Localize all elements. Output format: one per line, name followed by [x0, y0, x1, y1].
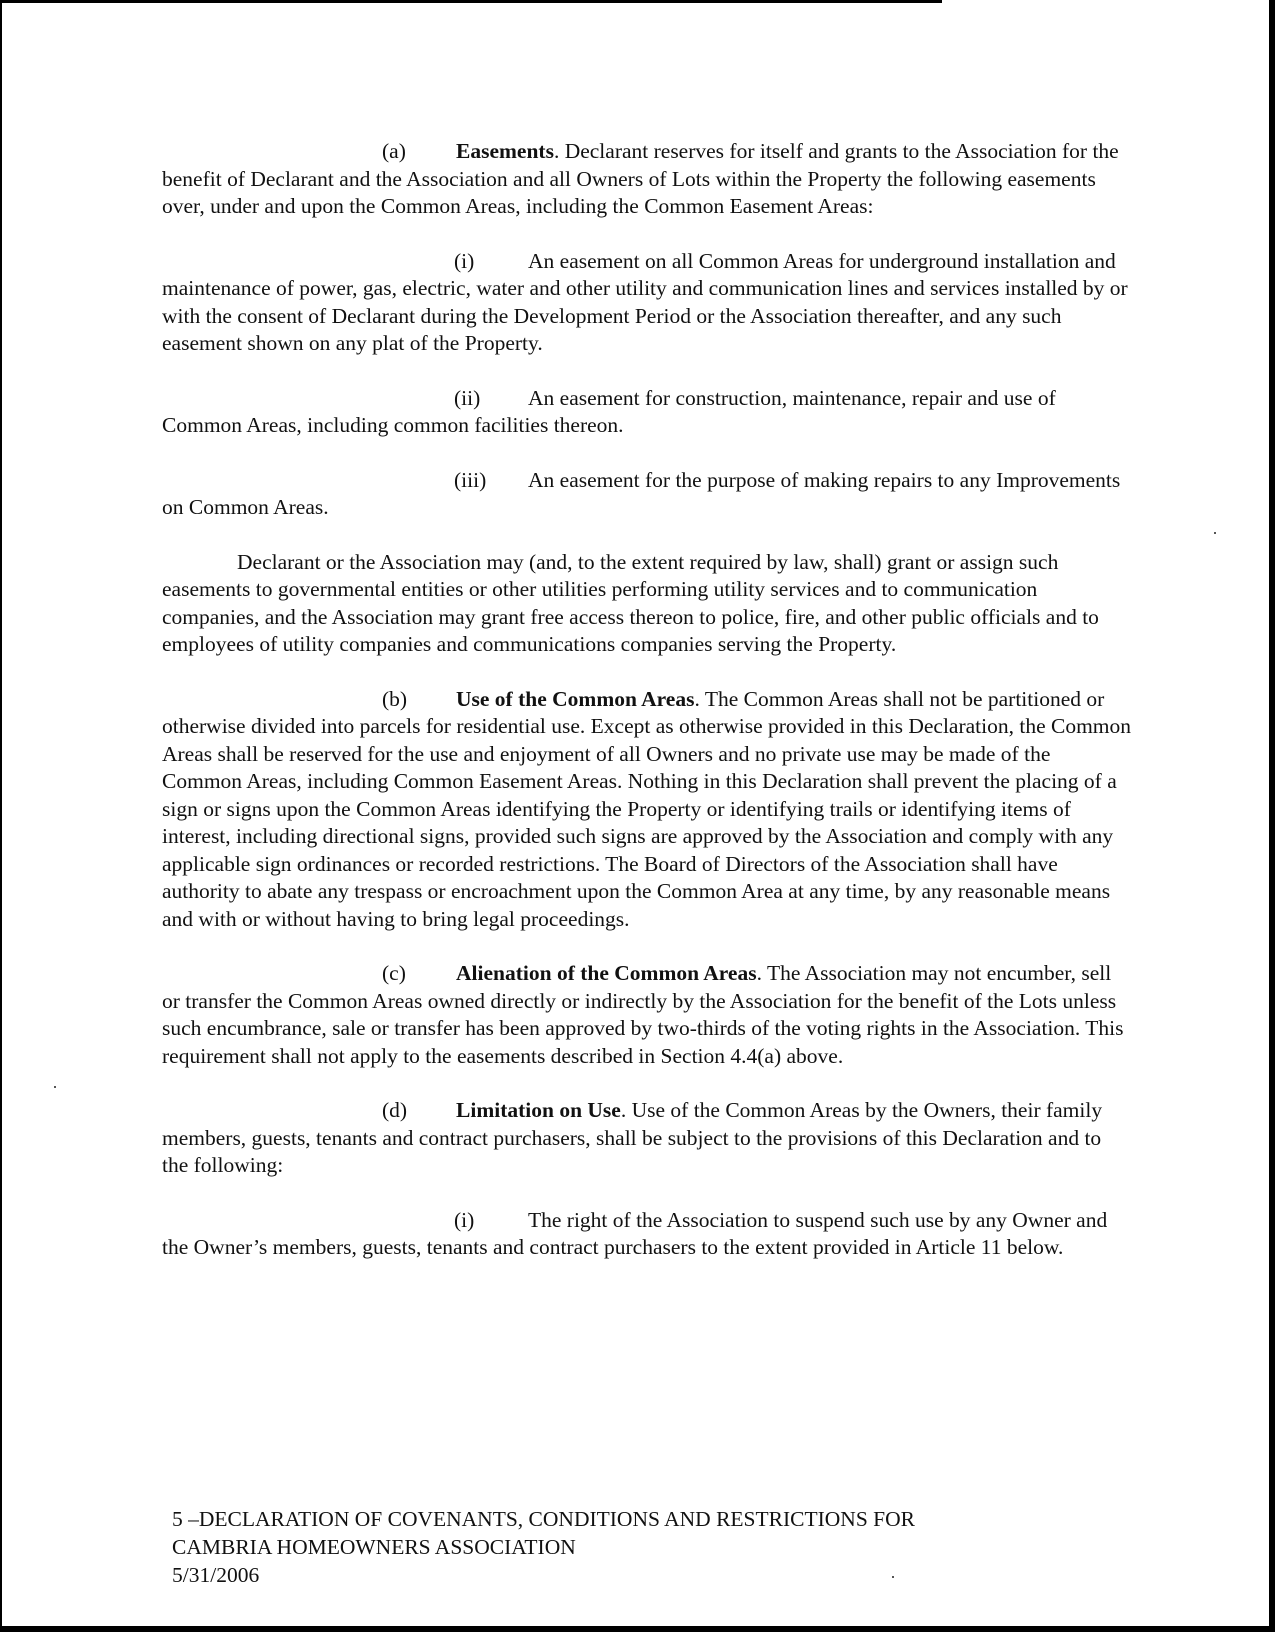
paragraph-c-alienation — [162, 960, 1132, 1070]
paragraph-a-label: (a) — [382, 139, 406, 163]
scan-speck — [892, 1576, 894, 1578]
paragraph-c-label: (c) — [382, 961, 406, 985]
scan-speck — [1214, 532, 1216, 534]
document-body — [162, 138, 1132, 1289]
paragraph-a-ii — [162, 385, 1132, 440]
paragraph-a-iii-label: (iii) — [454, 467, 487, 492]
paragraph-declarant-grant — [162, 549, 1132, 659]
paragraph-c-text: . The Association may not encumber, sell or transfer the Common Areas owned directly or indirectly by the Association for the benefit of the Lots unless such encumbrance, sale or transfer has been approved by two-thirds of the voting rights in the Association. This requirement shall not apply to the easements described in Section 4.4(a) above. — [162, 961, 1124, 1068]
paragraph-d-i-label: (i) — [454, 1207, 475, 1232]
paragraph-a-ii-text: An easement for construction, maintenance, repair and use of Common Areas, including common facilities thereon. — [162, 385, 1056, 437]
paragraph-d-i-text: The right of the Association to suspend such use by any Owner and the Owner’s members, guests, tenants and contract purchasers to the extent provided in Article 11 below. — [162, 1207, 1108, 1259]
paragraph-d-text: . Use of the Common Areas by the Owners, their family members, guests, tenants and contract purchasers, shall be subject to the provisions of this Declaration and to the following: — [162, 1098, 1103, 1177]
paragraph-d-label: (d) — [382, 1098, 408, 1122]
paragraph-a-iii-text: An easement for the purpose of making repairs to any Improvements on Common Areas. — [162, 467, 1121, 519]
paragraph-a-i — [162, 248, 1132, 358]
paragraph-a-text: . Declarant reserves for itself and grants to the Association for the benefit of Declarant and the Association and all Owners of Lots within the Property the following easements over, under and upon the Common Areas, including the Common Easement Areas: — [162, 139, 1119, 218]
paragraph-b-use-of-common-areas — [162, 686, 1132, 934]
paragraph-d-i — [162, 1207, 1132, 1262]
scan-speck — [54, 1086, 56, 1088]
paragraph-a-iii — [162, 467, 1132, 522]
footer-title-line-2: CAMBRIA HOMEOWNERS ASSOCIATION — [172, 1535, 576, 1559]
paragraph-d-limitation-on-use — [162, 1097, 1132, 1180]
paragraph-a-i-text: An easement on all Common Areas for underground installation and maintenance of power, gas, electric, water and other utility and communication lines and services installed by or with the consent of Declarant during the Development Period or the Association thereafter, and any such easement shown on any plat of the Property. — [162, 248, 1128, 355]
paragraph-b-heading: Use of the Common Areas — [456, 686, 695, 711]
footer-date: 5/31/2006 — [172, 1563, 260, 1587]
paragraph-d-heading: Limitation on Use — [456, 1098, 621, 1122]
paragraph-b-text: . The Common Areas shall not be partitioned or otherwise divided into parcels for residential use. Except as otherwise provided in this Declaration, the Common Areas shall be reserved for the use and enjoyment of all Owners and no private use may be made of the Common Areas, including Common Easement Areas. Nothing in this Declaration shall prevent the placing of a sign or signs upon the Common Areas identifying the Property or identifying trails or identifying items of interest, including directional signs, provided such signs are approved by the Association and comply with any applicable sign ordinances or recorded restrictions. The Board of Directors of the Association shall have authority to abate any trespass or encroachment upon the Common Area at any time, by any reasonable means and with or without having to bring legal proceedings. — [162, 686, 1132, 931]
paragraph-declarant-text: Declarant or the Association may (and, to the extent required by law, shall) grant or assign such easements to governmental entities or other utilities performing utility services and to communication companies, and the Association may grant free access thereon to police, fire, and other public officials and to employees of utility companies and communications companies serving the Property. — [162, 549, 1099, 656]
paragraph-a-heading: Easements — [456, 139, 554, 163]
page-footer — [172, 1505, 1072, 1589]
paragraph-a-i-label: (i) — [454, 248, 475, 273]
paragraph-b-label: (b) — [382, 686, 408, 711]
paragraph-a-easements — [162, 138, 1132, 221]
footer-title-line-1: 5 –DECLARATION OF COVENANTS, CONDITIONS AND RESTRICTIONS FOR — [172, 1507, 915, 1531]
paragraph-a-ii-label: (ii) — [454, 385, 481, 410]
scan-top-edge — [2, 0, 942, 3]
paragraph-c-heading: Alienation of the Common Areas — [456, 961, 757, 985]
